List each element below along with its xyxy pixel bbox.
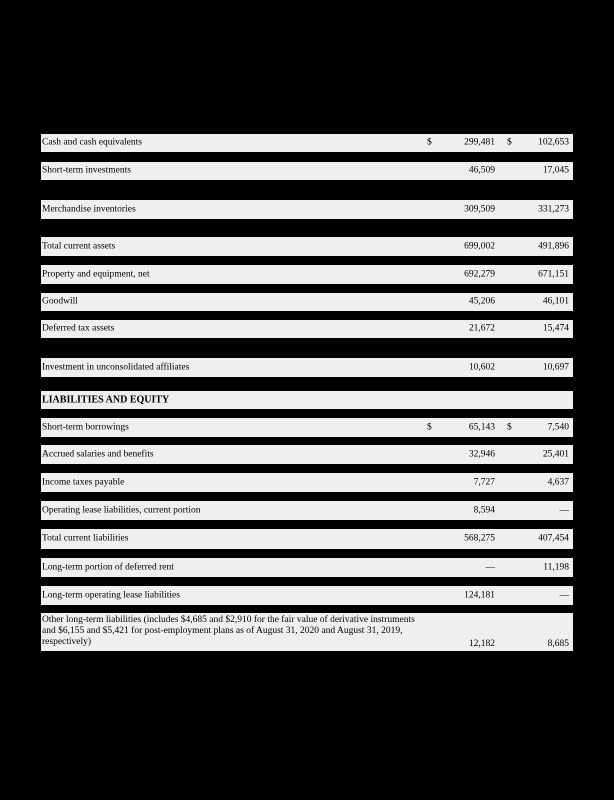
value-2020: 299,481: [464, 137, 495, 148]
value-2019: 102,653: [538, 137, 569, 148]
row-label: Deferred tax assets: [42, 323, 115, 334]
value-2020: 65,143: [468, 422, 495, 432]
value-2019: 10,697: [542, 362, 569, 372]
currency-2020: $: [427, 137, 432, 148]
value-2019: 46,101: [542, 296, 569, 307]
value-2019: 17,045: [542, 165, 569, 176]
row-deferred-tax-assets: [41, 320, 573, 338]
value-2020: 46,509: [468, 165, 495, 176]
currency-2019: $: [507, 137, 512, 148]
row-label: Long-term portion of deferred rent: [42, 562, 174, 572]
row-long-term-operating-lease: [41, 586, 573, 605]
row-label: Cash and cash equivalents: [42, 137, 142, 148]
value-2019: —: [559, 505, 569, 515]
value-2019: 8,685: [547, 639, 569, 649]
value-2019: 671,151: [538, 269, 569, 279]
value-2020: 32,946: [468, 449, 495, 459]
row-other-long-term-liabilities: [41, 613, 573, 651]
value-2019: 4,637: [547, 477, 569, 487]
row-long-term-deferred-rent: [41, 558, 573, 577]
row-label: Short-term investments: [42, 165, 131, 176]
value-2019: 491,896: [538, 241, 569, 251]
row-label: Long-term operating lease liabilities: [42, 590, 180, 600]
value-2020: —: [485, 562, 495, 572]
row-income-taxes-payable: [41, 473, 573, 492]
section-heading-liabilities: [41, 391, 573, 409]
value-2019: 331,273: [538, 204, 569, 214]
row-label: Goodwill: [42, 296, 78, 307]
row-investment-unconsolidated: [41, 358, 573, 377]
value-2019: 11,198: [543, 562, 569, 572]
value-2019: —: [559, 590, 569, 600]
value-2020: 309,509: [464, 204, 495, 214]
value-2019: 25,401: [542, 449, 569, 459]
value-2020: 45,206: [468, 296, 495, 307]
value-2019: 407,454: [538, 533, 569, 544]
value-2020: 699,002: [464, 241, 495, 251]
row-accrued-salaries: [41, 445, 573, 464]
row-merchandise-inventories: [41, 200, 573, 219]
value-2020: 7,727: [473, 477, 495, 487]
row-label: Accrued salaries and benefits: [42, 449, 154, 459]
currency-2020: $: [427, 422, 432, 432]
value-2020: 8,594: [473, 505, 495, 515]
value-2020: 568,275: [464, 533, 495, 544]
row-operating-lease-current: [41, 501, 573, 520]
row-label: Total current liabilities: [42, 533, 129, 544]
value-2020: 692,279: [464, 269, 495, 279]
row-cash: [41, 134, 573, 152]
row-label: Other long-term liabilities (includes $4,685 and $2,910 for the fair value of derivative instruments and $6,155 and $5,421 for post-employment plans as of August 31, 2020 and August 31, 2019, respectively): [42, 615, 415, 647]
value-2020: 124,181: [464, 590, 495, 600]
row-total-current-assets: [41, 237, 573, 256]
row-label: Merchandise inventories: [42, 204, 136, 214]
row-total-current-liabilities: [41, 529, 573, 549]
row-label: Income taxes payable: [42, 477, 125, 487]
row-short-term-borrowings: [41, 418, 573, 437]
row-short-term-investments: [41, 162, 573, 180]
section-heading: LIABILITIES AND EQUITY: [42, 394, 170, 406]
value-2020: 12,182: [468, 639, 495, 649]
row-property-and-equipment: [41, 265, 573, 284]
row-goodwill: [41, 293, 573, 311]
row-label: Investment in unconsolidated affiliates: [42, 362, 190, 372]
value-2020: 21,672: [468, 323, 495, 334]
row-label: Total current assets: [42, 241, 116, 251]
value-2019: 7,540: [547, 422, 569, 432]
row-label: Short-term borrowings: [42, 422, 129, 432]
row-label: Operating lease liabilities, current portion: [42, 505, 201, 515]
currency-2019: $: [507, 422, 512, 432]
value-2019: 15,474: [542, 323, 569, 334]
value-2020: 10,602: [468, 362, 495, 372]
row-label: Property and equipment, net: [42, 269, 150, 279]
